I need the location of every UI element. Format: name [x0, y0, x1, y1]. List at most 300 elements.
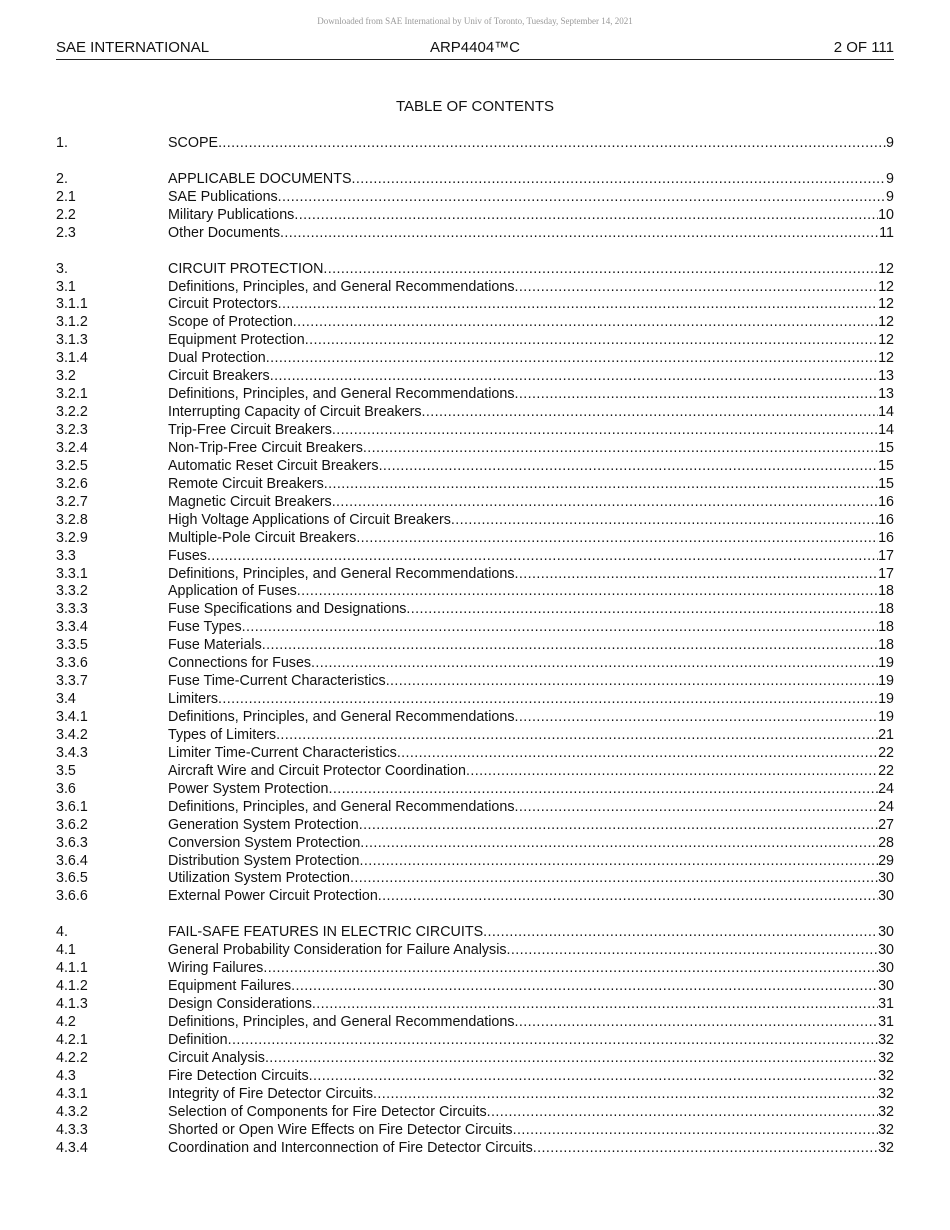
toc-entry-line — [168, 1032, 894, 1050]
toc-page-number: 32 — [878, 1103, 894, 1120]
toc-dot-leader — [421, 404, 878, 422]
toc-entry[interactable] — [56, 458, 894, 476]
toc-entry-line — [168, 314, 894, 332]
toc-section-number: 4. — [56, 924, 68, 941]
toc-entry[interactable] — [56, 314, 894, 332]
toc-entry-line — [168, 171, 894, 189]
toc-entry-line — [168, 404, 894, 422]
toc-section-title[interactable]: Design Considerations — [168, 996, 312, 1012]
toc-section-title[interactable]: Non-Trip-Free Circuit Breakers — [168, 439, 363, 456]
toc-dot-leader — [332, 494, 878, 512]
toc-section-title[interactable]: Fuse Specifications and Designations — [168, 601, 407, 618]
toc-entry[interactable] — [56, 745, 894, 763]
toc-entry-line — [168, 548, 894, 566]
toc-page-number: 16 — [878, 493, 894, 510]
table-of-contents — [56, 135, 894, 1157]
toc-dot-leader — [514, 386, 878, 404]
toc-entry[interactable] — [56, 727, 894, 745]
toc-page-number: 10 — [878, 206, 894, 223]
toc-entry[interactable] — [56, 924, 894, 942]
toc-section-number: 2.2 — [56, 206, 76, 223]
toc-section-number: 4.3.2 — [56, 1103, 88, 1120]
toc-page-number: 12 — [878, 260, 894, 277]
toc-dot-leader — [311, 655, 878, 673]
toc-dot-leader — [207, 548, 878, 566]
toc-section-title[interactable]: Definitions, Principles, and General Recommendations — [168, 386, 515, 403]
toc-page-number: 19 — [878, 709, 894, 725]
toc-dot-leader — [294, 207, 878, 225]
toc-entry[interactable] — [56, 404, 894, 422]
toc-entry[interactable] — [56, 1032, 894, 1050]
toc-page-number: 32 — [878, 1031, 894, 1048]
toc-page-number: 30 — [878, 888, 894, 905]
toc-entry-line — [168, 1050, 894, 1068]
toc-section-title[interactable]: Definitions, Principles, and General Recommendations — [168, 709, 515, 725]
toc-section-number: 3.3.7 — [56, 673, 88, 690]
toc-dot-leader — [451, 512, 878, 530]
toc-page-number: 24 — [878, 780, 894, 797]
toc-section-number: 3. — [56, 260, 68, 277]
toc-section-title[interactable]: Equipment Failures — [168, 978, 292, 995]
toc-entry[interactable] — [56, 799, 894, 817]
page-header — [56, 39, 894, 60]
toc-entry[interactable] — [56, 673, 894, 691]
toc-entry-line — [168, 1122, 894, 1140]
toc-section-number: 3.2.9 — [56, 529, 88, 546]
toc-entry-line — [168, 996, 894, 1014]
toc-section-number: 4.1.2 — [56, 978, 88, 995]
toc-section-title[interactable]: Power System Protection — [168, 780, 329, 797]
toc-entry[interactable] — [56, 870, 894, 888]
toc-dot-leader — [276, 727, 878, 745]
toc-entry-line — [168, 583, 894, 601]
toc-section-title[interactable]: High Voltage Applications of Circuit Breakers — [168, 511, 451, 528]
toc-page-number: 9 — [886, 170, 894, 187]
toc-entry-line — [168, 817, 894, 835]
toc-entry[interactable] — [56, 1068, 894, 1086]
toc-page-number: 12 — [878, 350, 894, 367]
toc-entry-line — [168, 709, 894, 727]
toc-dot-leader — [278, 189, 886, 207]
toc-dot-leader — [263, 960, 878, 978]
toc-entry-line — [168, 279, 894, 297]
toc-entry-line — [168, 440, 894, 458]
toc-entry[interactable] — [56, 781, 894, 799]
toc-entry-line — [168, 1104, 894, 1122]
toc-page-number: 32 — [878, 1067, 894, 1084]
toc-entry[interactable] — [56, 548, 894, 566]
toc-section-number: 3.1.4 — [56, 350, 88, 367]
toc-section-title[interactable]: Integrity of Fire Detector Circuits — [168, 1085, 373, 1102]
toc-entry[interactable] — [56, 888, 894, 906]
toc-dot-leader — [507, 942, 879, 960]
toc-page-number: 15 — [878, 457, 894, 474]
toc-section-title[interactable]: Definitions, Principles, and General Recommendations — [168, 1013, 515, 1030]
toc-page-number: 18 — [878, 583, 894, 600]
toc-page-number: 15 — [878, 439, 894, 456]
toc-entry[interactable] — [56, 1140, 894, 1158]
toc-page-number: 24 — [878, 798, 894, 815]
toc-entry[interactable] — [56, 279, 894, 297]
toc-dot-leader — [360, 853, 879, 871]
toc-section-number: 3.6.4 — [56, 852, 88, 869]
toc-entry[interactable] — [56, 1122, 894, 1140]
toc-section-title[interactable]: Definitions, Principles, and General Recommendations — [168, 565, 515, 582]
toc-section-number: 3.5 — [56, 762, 76, 779]
toc-page-number: 12 — [878, 278, 894, 295]
toc-dot-leader — [360, 835, 878, 853]
toc-dot-leader — [363, 440, 878, 458]
toc-entry[interactable] — [56, 691, 894, 709]
toc-dot-leader — [309, 1068, 878, 1086]
toc-dot-leader — [514, 279, 878, 297]
toc-section-number: 3.3.6 — [56, 655, 88, 672]
toc-entry[interactable] — [56, 261, 894, 279]
toc-section-title[interactable]: Automatic Reset Circuit Breakers — [168, 457, 379, 474]
toc-section-title[interactable]: Limiter Time-Current Characteristics — [168, 744, 397, 761]
toc-section-number: 3.2 — [56, 368, 76, 385]
toc-entry-line — [168, 135, 894, 153]
toc-section-title[interactable]: APPLICABLE DOCUMENTS — [168, 170, 352, 187]
toc-section-title[interactable]: Conversion System Protection — [168, 834, 361, 851]
toc-section-title[interactable]: Fuses — [168, 547, 207, 564]
toc-entry-line — [168, 296, 894, 314]
toc-section-title[interactable]: Remote Circuit Breakers — [168, 475, 324, 492]
toc-entry[interactable] — [56, 978, 894, 996]
toc-section-number: 3.1.3 — [56, 332, 88, 349]
toc-page-number: 17 — [878, 547, 894, 564]
toc-page-number: 19 — [878, 673, 894, 690]
toc-dot-leader — [350, 870, 878, 888]
toc-page-number: 13 — [878, 368, 894, 385]
toc-dot-leader — [332, 422, 878, 440]
toc-entry[interactable] — [56, 583, 894, 601]
toc-section-title[interactable]: Scope of Protection — [168, 314, 293, 331]
toc-section-number: 3.3.5 — [56, 637, 88, 654]
toc-section-number: 3.4.3 — [56, 744, 88, 761]
toc-section-title[interactable]: Selection of Components for Fire Detector Circuits — [168, 1103, 487, 1120]
toc-entry-line — [168, 960, 894, 978]
toc-section-title[interactable]: Connections for Fuses — [168, 655, 312, 672]
toc-dot-leader — [242, 619, 878, 637]
toc-page-number: 27 — [878, 816, 894, 833]
toc-entry-line — [168, 422, 894, 440]
toc-section-number: 3.1.1 — [56, 296, 88, 313]
toc-entry-line — [168, 458, 894, 476]
toc-section-title[interactable]: Generation System Protection — [168, 816, 359, 833]
toc-entry[interactable] — [56, 512, 894, 530]
header-doc-id: ARP4404™C — [429, 39, 521, 56]
toc-entry[interactable] — [56, 655, 894, 673]
toc-entry[interactable] — [56, 225, 894, 243]
toc-dot-leader — [270, 368, 878, 386]
toc-section-number: 4.1.1 — [56, 960, 88, 977]
toc-section-title[interactable]: FAIL-SAFE FEATURES IN ELECTRIC CIRCUITS — [168, 924, 484, 941]
toc-section-title[interactable]: SCOPE — [168, 135, 219, 151]
toc-dot-leader — [280, 225, 879, 243]
toc-page-number: 30 — [878, 978, 894, 995]
toc-page-number: 15 — [878, 475, 894, 492]
toc-section-title[interactable]: Equipment Protection — [168, 332, 305, 349]
download-watermark: Downloaded from SAE International by Univ of Toronto, Tuesday, September 14, 2021 — [317, 16, 633, 26]
toc-section-title[interactable]: Fuse Materials — [168, 637, 262, 654]
toc-section-number: 3.2.5 — [56, 457, 88, 474]
header-org: SAE INTERNATIONAL — [56, 39, 210, 56]
toc-entry[interactable] — [56, 1086, 894, 1104]
toc-entry[interactable] — [56, 530, 894, 548]
toc-dot-leader — [379, 458, 879, 476]
toc-entry[interactable] — [56, 350, 894, 368]
toc-dot-leader — [278, 296, 878, 314]
toc-page-number: 16 — [878, 529, 894, 546]
toc-dot-leader — [228, 1032, 878, 1050]
toc-page-number: 32 — [878, 1139, 894, 1156]
toc-section-title[interactable]: Magnetic Circuit Breakers — [168, 493, 332, 510]
toc-dot-leader — [466, 763, 878, 781]
toc-entry[interactable] — [56, 207, 894, 225]
toc-entry[interactable] — [56, 996, 894, 1014]
toc-section-number: 3.4 — [56, 691, 76, 708]
toc-dot-leader — [487, 1104, 878, 1122]
toc-section-number: 2.3 — [56, 224, 76, 241]
toc-section-number: 4.3 — [56, 1067, 76, 1084]
toc-page-number: 11 — [879, 224, 894, 241]
toc-section-number: 3.2.1 — [56, 386, 88, 403]
toc-page-number: 9 — [886, 135, 894, 151]
toc-page-number: 14 — [878, 404, 894, 421]
toc-section-title[interactable]: Definition — [168, 1031, 228, 1048]
toc-section-number: 4.2 — [56, 1013, 76, 1030]
toc-page-number: 21 — [878, 726, 894, 743]
toc-entry-line — [168, 978, 894, 996]
toc-section-title[interactable]: Definitions, Principles, and General Recommendations — [168, 278, 515, 295]
toc-page-number: 18 — [878, 637, 894, 654]
toc-dot-leader — [312, 996, 878, 1014]
toc-section-number: 3.2.3 — [56, 422, 88, 438]
toc-dot-leader — [265, 1050, 878, 1068]
toc-page-number: 14 — [878, 422, 894, 438]
toc-entry-line — [168, 655, 894, 673]
toc-entry-line — [168, 1086, 894, 1104]
toc-section-number: 4.3.3 — [56, 1121, 88, 1138]
toc-dot-leader — [297, 583, 878, 601]
toc-section-number: 3.1 — [56, 278, 76, 295]
toc-entry[interactable] — [56, 1104, 894, 1122]
toc-page-number: 30 — [878, 960, 894, 977]
toc-entry[interactable] — [56, 853, 894, 871]
toc-dot-leader — [356, 530, 878, 548]
toc-entry[interactable] — [56, 476, 894, 494]
toc-entry-line — [168, 1014, 894, 1032]
toc-section-title[interactable]: Multiple-Pole Circuit Breakers — [168, 529, 357, 546]
toc-entry[interactable] — [56, 835, 894, 853]
toc-page-number: 13 — [878, 386, 894, 403]
toc-entry[interactable] — [56, 942, 894, 960]
toc-entry[interactable] — [56, 135, 894, 153]
toc-section-number: 4.1.3 — [56, 996, 88, 1012]
toc-dot-leader — [291, 978, 878, 996]
toc-section-title[interactable]: Definitions, Principles, and General Recommendations — [168, 798, 515, 815]
toc-entry-line — [168, 763, 894, 781]
toc-section-title[interactable]: Fire Detection Circuits — [168, 1067, 309, 1084]
toc-entry[interactable] — [56, 494, 894, 512]
toc-section-title[interactable]: Circuit Breakers — [168, 368, 270, 385]
toc-section-title[interactable]: Fuse Types — [168, 619, 242, 636]
toc-entry[interactable] — [56, 440, 894, 458]
toc-section-title[interactable]: Other Documents — [168, 224, 281, 241]
toc-page-number: 32 — [878, 1121, 894, 1138]
toc-entry[interactable] — [56, 619, 894, 637]
toc-page-number: 19 — [878, 655, 894, 672]
toc-section-title[interactable]: Types of Limiters — [168, 726, 277, 743]
toc-dot-leader — [218, 135, 886, 153]
toc-entry-line — [168, 942, 894, 960]
toc-section-title[interactable]: Wiring Failures — [168, 960, 264, 977]
toc-section-number: 3.6.1 — [56, 798, 88, 815]
toc-section-number: 3.2.7 — [56, 493, 88, 510]
toc-section-title[interactable]: Limiters — [168, 691, 219, 708]
toc-section-number: 3.4.1 — [56, 709, 88, 725]
toc-page-number: 19 — [878, 691, 894, 708]
toc-dot-leader — [514, 799, 878, 817]
toc-entry[interactable] — [56, 296, 894, 314]
toc-dot-leader — [406, 601, 878, 619]
toc-entry-line — [168, 566, 894, 584]
toc-section-title[interactable]: Military Publications — [168, 206, 295, 223]
toc-dot-leader — [305, 332, 878, 350]
toc-section-title[interactable]: Fuse Time-Current Characteristics — [168, 673, 386, 690]
toc-page-number: 17 — [878, 565, 894, 582]
toc-entry-line — [168, 476, 894, 494]
toc-entry-line — [168, 601, 894, 619]
toc-dot-leader — [352, 171, 887, 189]
toc-entry-line — [168, 853, 894, 871]
toc-dot-leader — [533, 1140, 878, 1158]
toc-entry[interactable] — [56, 1050, 894, 1068]
toc-page-number: 22 — [878, 744, 894, 761]
toc-dot-leader — [378, 888, 878, 906]
toc-entry-line — [168, 673, 894, 691]
toc-section-title[interactable]: General Probability Consideration for Failure Analysis — [168, 942, 507, 959]
toc-page-number: 32 — [878, 1085, 894, 1102]
toc-dot-leader — [218, 691, 878, 709]
toc-entry[interactable] — [56, 368, 894, 386]
toc-section-number: 3.3.4 — [56, 619, 88, 636]
toc-dot-leader — [293, 314, 878, 332]
toc-entry-line — [168, 1140, 894, 1158]
toc-section-title[interactable]: Circuit Analysis — [168, 1049, 265, 1066]
toc-entry-line — [168, 781, 894, 799]
toc-entry[interactable] — [56, 332, 894, 350]
toc-section-number: 2. — [56, 170, 68, 187]
toc-entry[interactable] — [56, 709, 894, 727]
toc-entry-line — [168, 512, 894, 530]
toc-section-title[interactable]: Dual Protection — [168, 350, 266, 367]
toc-section-number: 4.3.1 — [56, 1085, 88, 1102]
toc-entry[interactable] — [56, 171, 894, 189]
toc-section-title[interactable]: Distribution System Protection — [168, 852, 360, 869]
toc-entry-line — [168, 1068, 894, 1086]
toc-dot-leader — [514, 709, 878, 727]
toc-entry-line — [168, 745, 894, 763]
toc-section-number: 3.2.8 — [56, 511, 88, 528]
toc-entry-line — [168, 799, 894, 817]
toc-page-number: 18 — [878, 601, 894, 618]
toc-page-number: 22 — [878, 762, 894, 779]
toc-section-number: 3.6.2 — [56, 816, 88, 833]
toc-section-number: 4.2.2 — [56, 1049, 88, 1066]
toc-entry[interactable] — [56, 960, 894, 978]
toc-section-number: 4.1 — [56, 942, 76, 959]
toc-entry-line — [168, 619, 894, 637]
toc-page-number: 31 — [878, 996, 894, 1012]
toc-entry-line — [168, 530, 894, 548]
toc-section-number: 3.3.3 — [56, 601, 88, 618]
toc-dot-leader — [359, 817, 878, 835]
toc-entry-line — [168, 835, 894, 853]
toc-section-title[interactable]: Application of Fuses — [168, 583, 297, 600]
toc-entry[interactable] — [56, 763, 894, 781]
toc-entry-line — [168, 924, 894, 942]
toc-section-number: 1. — [56, 135, 68, 151]
toc-entry[interactable] — [56, 637, 894, 655]
toc-page-number: 30 — [878, 870, 894, 887]
toc-section-title[interactable]: Trip-Free Circuit Breakers — [168, 422, 332, 438]
toc-section-title[interactable]: Utilization System Protection — [168, 870, 350, 887]
toc-section-title[interactable]: Interrupting Capacity of Circuit Breakers — [168, 404, 422, 421]
toc-dot-leader — [324, 476, 878, 494]
toc-entry[interactable] — [56, 566, 894, 584]
toc-entry-line — [168, 350, 894, 368]
toc-section-title[interactable]: Aircraft Wire and Circuit Protector Coordination — [168, 762, 466, 779]
toc-section-title[interactable]: Coordination and Interconnection of Fire Detector Circuits — [168, 1139, 533, 1156]
toc-page-number: 30 — [878, 942, 894, 959]
toc-section-title[interactable]: Shorted or Open Wire Effects on Fire Detector Circuits — [168, 1121, 513, 1138]
toc-entry[interactable] — [56, 817, 894, 835]
toc-dot-leader — [329, 781, 879, 799]
toc-entry[interactable] — [56, 189, 894, 207]
toc-entry-line — [168, 225, 894, 243]
toc-page-number: 18 — [878, 619, 894, 636]
toc-section-title[interactable]: CIRCUIT PROTECTION — [168, 260, 324, 277]
toc-section-number: 4.2.1 — [56, 1031, 88, 1048]
toc-entry[interactable] — [56, 1014, 894, 1032]
toc-section-number: 3.3.2 — [56, 583, 88, 600]
toc-section-number: 3.6.3 — [56, 834, 88, 851]
toc-page-number: 12 — [878, 332, 894, 349]
toc-entry-line — [168, 207, 894, 225]
toc-page-number: 30 — [878, 924, 894, 941]
toc-section-number: 3.2.2 — [56, 404, 88, 421]
toc-section-number: 3.6.6 — [56, 888, 88, 905]
toc-section-title[interactable]: SAE Publications — [168, 188, 278, 205]
toc-page-number: 12 — [878, 296, 894, 313]
toc-entry-line — [168, 368, 894, 386]
toc-entry[interactable] — [56, 601, 894, 619]
toc-dot-leader — [514, 1014, 878, 1032]
toc-page-number: 9 — [886, 188, 894, 205]
toc-page-number: 16 — [878, 511, 894, 528]
toc-entry[interactable] — [56, 422, 894, 440]
toc-section-number: 3.2.6 — [56, 475, 88, 492]
toc-title: TABLE OF CONTENTS — [395, 98, 555, 115]
toc-entry[interactable] — [56, 386, 894, 404]
toc-section-title[interactable]: External Power Circuit Protection — [168, 888, 378, 905]
toc-page-number: 29 — [878, 852, 894, 869]
toc-page-number: 31 — [878, 1013, 894, 1030]
toc-section-title[interactable]: Circuit Protectors — [168, 296, 278, 313]
toc-entry-line — [168, 261, 894, 279]
